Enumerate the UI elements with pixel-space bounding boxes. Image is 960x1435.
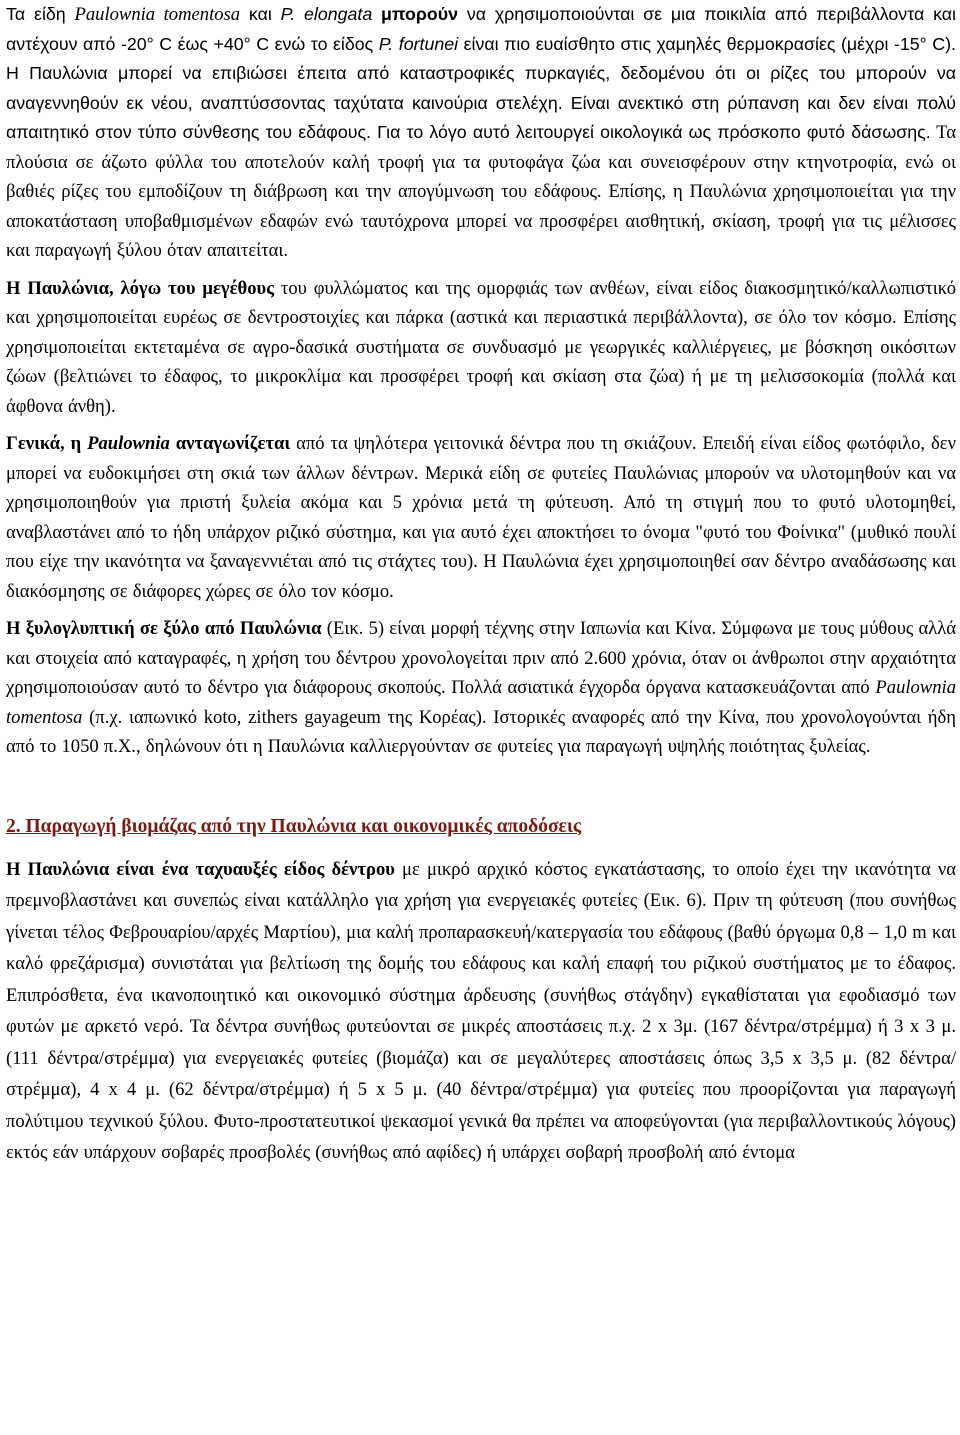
species-name: Paulownia tomentosa bbox=[6, 677, 956, 728]
bold-lead: Η ξυλογλυπτική σε ξύλο από Παυλώνια bbox=[6, 618, 322, 639]
bold-lead: ανταγωνίζεται bbox=[169, 433, 291, 454]
spacer bbox=[6, 421, 956, 429]
text-run: Τα πλούσια σε άζωτο φύλλα του αποτελούν καλή τροφή για τα φυτοφάγα ζώα και συνεισφέρουν στην κτηνοτροφία, ενώ οι βαθιές ρίζες του εμποδίζουν τη διάβρωση και την απογύμνωση του εδάφους. Επίσης, η Παυλώνια χρησιμοποιείται για την αποκατάσταση υποβαθμισμένων εδαφών ενώ ταυτόχρονα μπορεί να προσφέρει αισθητική, σκίαση, τροφή για τις μέλισσες και παραγωγή ξύλου όταν απαιτείται. bbox=[6, 122, 956, 261]
text-run: και bbox=[240, 4, 281, 24]
text-run: του φυλλώματος και της ομορφιάς των ανθέων, είναι είδος διακοσμητικό/καλλωπιστικό και χρησιμοποιείται ευρέως σε δεντροστοιχίες και πάρκα (αστικά και περιαστικά περιβάλλοντα), σε όλο τον κόσμο. Επίσης χρησιμοποιείται εκτεταμένα σε αγρο-δασικά συστήματα σε συνδυασμό με γεωργικές καλλιέργειες, με βόσκηση οικόσιτων ζώων (βελτιώνει το έδαφος, το μικροκλίμα και προσφέρει τροφή και σκίαση στα ζώα) ή με τη μελισσοκομία (πολλά και άφθονα άνθη). bbox=[6, 277, 957, 417]
species-name: Paulownia tomentosa bbox=[74, 4, 241, 25]
paragraph-species-tolerance bbox=[6, 0, 956, 266]
bold-lead: Γενικά, η bbox=[6, 433, 88, 454]
paragraph-woodcarving bbox=[6, 614, 956, 762]
text-run: να χρησιμοποιούνται σε μια ποικιλία από περιβάλλοντα και αντέχουν από -20° C έως +40° C ενώ το είδος bbox=[6, 4, 956, 54]
bold-lead: Η Παυλώνια είναι ένα ταχυαυξές είδος δέντρου bbox=[6, 858, 395, 880]
species-name: Paulownia bbox=[87, 433, 170, 454]
species-name: P. elongata bbox=[280, 4, 373, 24]
text-run: είναι πιο ευαίσθητο στις χαμηλές θερμοκρασίες (μέχρι -15° C). Η Παυλώνια μπορεί να επιβιώσει έπειτα από καταστροφικές πυρκαγιές, δεδομένου ότι οι ρίζες του μπορούν να αναγεννηθούν εκ νέου, αναπτύσσοντας ταχύτατα καινούρια στελέχη. Είναι ανεκτικό στη ρύπανση και δεν είναι πολύ απαιτητικό στον τύπο σύνθεσης του εδάφους. Για το λόγο αυτό λειτουργεί οικολογικά ως πρόσκοπο φυτό δάσωσης. bbox=[6, 33, 956, 142]
text-run: με μικρό αρχικό κόστος εγκατάστασης, το οποίο έχει την ικανότητα να πρεμνοβλαστάνει και συνεπώς είναι κατάλληλο για χρήση για ενεργειακές φυτείες (Εικ. 6). Πριν τη φύτευση (που συνήθως γίνεται τέλος Φεβρουαρίου/αρχές Μαρτίου), μια καλή προπαρασκευή/κατεργασία του εδάφους (βαθύ όργωμα 0,8 – 1,0 m και καλό φρεζάρισμα) συνιστάται για βελτίωση της δομής του εδάφους και καλή επαφή του ριζικού συστήματος με το έδαφος. Επιπρόσθετα, ένα ικανοποιητικό και οικονομικό σύστημα άρδευσης (συνήθως στάγδην) εγκαθίσταται για εφοδιασμό των φυτών με αρκετό νερό. Τα δέντρα συνήθως φυτεύονται σε μικρές αποστάσεις π.χ. 2 x 3μ. (167 δέντρα/στρέμμα) ή 3 x 3 μ. (111 δέντρα/στρέμμα) για ενεργειακές φυτείες (βιομάζα) και σε μεγαλύτερες αποστάσεις όπως 3,5 x 3,5 μ. (82 δέντρα/στρέμμα), 4 x 4 μ. (62 δέντρα/στρέμμα) ή 5 x 5 μ. (40 δέντρα/στρέμμα) για φυτείες που προορίζονται για παραγωγή πολύτιμου τεχνικού ξύλου. Φυτο-προστατευτικοί ψεκασμοί γενικά θα πρέπει να αποφεύγονται (για περιβαλλοντικούς λόγους) εκτός εάν υπάρχουν σοβαρές προσβολές (συνήθως από αφίδες) ή υπάρχει σοβαρή προσβολή από έντομα bbox=[6, 858, 956, 1163]
text-run: Τα είδη bbox=[6, 4, 75, 24]
spacer bbox=[6, 606, 956, 614]
spacer bbox=[6, 842, 956, 854]
text-run: μπορούν bbox=[372, 4, 459, 24]
text-run: (Εικ. 5) είναι μορφή τέχνης στην Ιαπωνία και Κίνα. Σύμφωνα με τους μύθους αλλά και στοιχεία από καταγραφές, η χρήση του δέντρου χρονολογείται πριν από 2.600 χρόνια, όταν οι άνθρωποι στην αρχαιότητα χρησιμοποιούσαν αυτό το δέντρο για διάφορους σκοπούς. Πολλά ασιατικά έγχορδα όργανα κατασκευάζονται από bbox=[6, 618, 956, 698]
text-run: από τα ψηλότερα γειτονικά δέντρα που τη σκιάζουν. Επειδή είναι είδος φωτόφιλο, δεν μπορεί να ευδοκιμήσει στη σκιά των άλλων δέντρων. Μερικά είδη σε φυτείες Παυλώνιας μπορούν να υλοτομηθούν και να χρησιμοποιηθούν για πριστή ξυλεία ακόμα και 5 χρόνια μετά τη φύτευση. Από τη στιγμή που το φυτό υλοτομηθεί, αναβλαστάνει από το ήδη υπάρχον ριζικό σύστημα, και για αυτό έχει αποκτήσει το όνομα "φυτό του Φοίνικα" (μυθικό πουλί που είχε την ικανότητα να ξαναγεννιέται από τις στάχτες του). Η Παυλώνια έχει χρησιμοποιηθεί σαν δέντρο αναδάσωσης και διακόσμησης σε διάφορες χώρες σε όλο τον κόσμο. bbox=[6, 433, 956, 602]
paragraph-competition bbox=[6, 429, 956, 606]
spacer bbox=[6, 762, 956, 812]
bold-lead: Η Παυλώνια, λόγω του μεγέθους bbox=[6, 277, 275, 299]
section-heading: 2. Παραγωγή βιομάζας από την Παυλώνια και οικονομικές αποδόσεις bbox=[6, 815, 582, 837]
species-name: P. fortunei bbox=[378, 33, 459, 54]
text-run: (π.χ. ιαπωνικό koto, zithers gayageum της Κορέας). Ιστορικές αναφορές από την Κίνα, που χρονολογούνται ήδη από το 1050 π.Χ., δηλώνουν ότι η Παυλώνια καλλιεργούνταν σε φυτείες για παραγωγή υψηλής ποιότητας ξυλείας. bbox=[6, 706, 956, 757]
spacer bbox=[6, 266, 956, 274]
paragraph-biomass-production bbox=[6, 854, 956, 1169]
paragraph-ornamental-use bbox=[6, 274, 956, 422]
